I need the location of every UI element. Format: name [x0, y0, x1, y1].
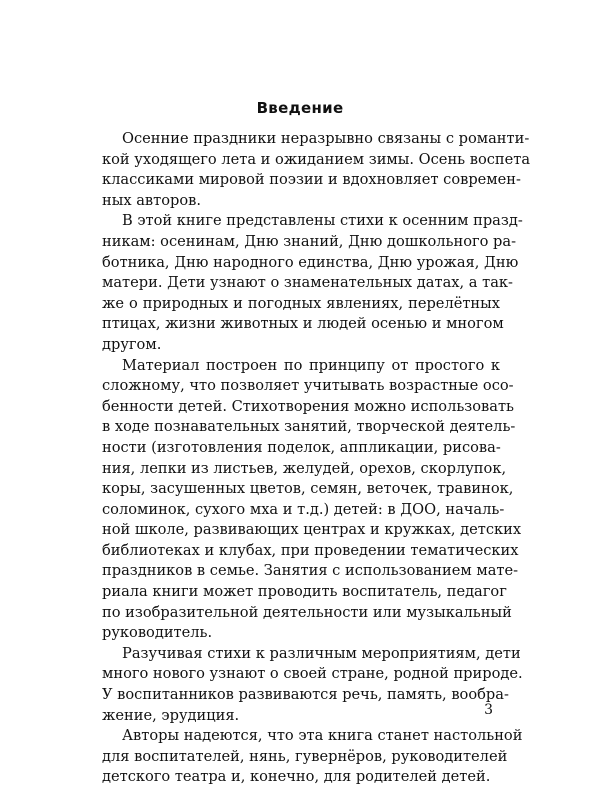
text-line: ной школе, развивающих центрах и кружках, детских [102, 521, 522, 539]
paragraph [102, 726, 523, 788]
text-line: другом. [102, 335, 162, 353]
text-line: ности (изготовления поделок, аппликации, рисова- [102, 438, 501, 456]
text-line: кой уходящего лета и ожиданием зимы. Осень воспета [102, 150, 531, 168]
text-line: детского театра и, конечно, для родителей детей. [102, 768, 491, 786]
text-line: сложному, что позволяет учитывать возрастные осо- [102, 377, 514, 395]
text-line: Материал построен по принципу от простого к [122, 356, 500, 374]
text-line: соломинок, сухого мха и т.д.) детей: в ДОО, началь- [102, 500, 505, 518]
paragraph [102, 211, 523, 355]
text-line: ния, лепки из листьев, желудей, орехов, скорлупок, [102, 459, 507, 477]
text-line: В этой книге представлены стихи к осенним празд- [122, 212, 523, 230]
text-line: У воспитанников развиваются речь, память, вообра- [102, 686, 509, 704]
text-line: Осенние праздники неразрывно связаны с романти- [122, 130, 530, 147]
text-line: же о природных и погодных явлениях, перелётных [102, 294, 500, 312]
text-line: жение, эрудиция. [102, 706, 240, 724]
paragraph [102, 356, 522, 644]
text-line: риала книги может проводить воспитатель, педагог [102, 583, 507, 601]
text-line: матери. Дети узнают о знаменательных датах, а так- [102, 274, 513, 292]
section-heading: Введение [256, 99, 344, 117]
text-line: коры, засушенных цветов, семян, веточек, травинок, [102, 480, 514, 498]
text-line: для воспитателей, нянь, гувернёров, руководителей [102, 747, 508, 765]
text-line: много нового узнают о своей стране, родной природе. [102, 665, 523, 683]
paragraph [102, 129, 531, 211]
text-line: Разучивая стихи к различным мероприятиям, дети [122, 644, 521, 662]
text-line: праздников в семье. Занятия с использованием мате- [102, 562, 519, 580]
text-line: птицах, жизни животных и людей осенью и многом [102, 315, 504, 333]
paragraph [102, 644, 523, 726]
text-line: библиотеках и клубах, при проведении тематических [102, 541, 519, 559]
text-line: руководитель. [102, 624, 213, 642]
text-line: в ходе познавательных занятий, творческой деятель- [102, 418, 516, 436]
text-line: Авторы надеются, что эта книга станет настольной [122, 727, 523, 745]
text-line: бенности детей. Стихотворения можно использовать [102, 397, 514, 415]
text-line: ботника, Дню народного единства, Дню урожая, Дню [102, 253, 519, 271]
text-line: классиками мировой поэзии и вдохновляет современ- [102, 171, 521, 189]
text-line: никам: осенинам, Дню знаний, Дню дошкольного ра- [102, 232, 517, 250]
text-line: по изобразительной деятельности или музыкальный [102, 603, 512, 621]
text-line: ных авторов. [102, 191, 201, 209]
page-number: 3 [484, 702, 493, 718]
body-text [102, 129, 531, 788]
